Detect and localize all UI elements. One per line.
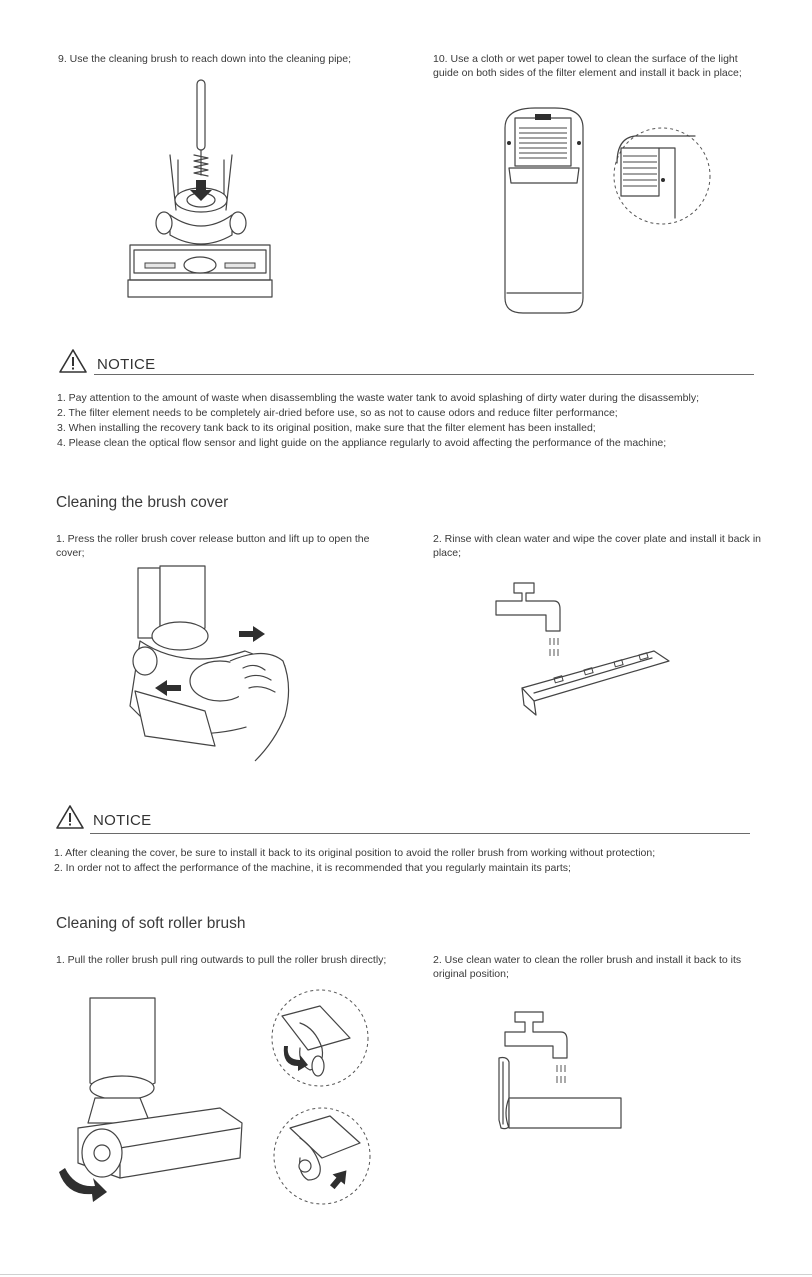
- notice-title: NOTICE: [97, 356, 156, 373]
- cleaning-pipe-illustration: [120, 75, 280, 305]
- soft-roller-step-2: 2. Use clean water to clean the roller brush and install it back to its original position;: [433, 954, 742, 980]
- warning-icon: [58, 348, 88, 374]
- rinse-cover-illustration: [494, 583, 674, 723]
- faucet-icon: [505, 1012, 567, 1058]
- step-9-text: 9. Use the cleaning brush to reach down into the cleaning pipe;: [58, 53, 352, 65]
- pull-roller-brush-illustration: [60, 998, 380, 1208]
- brush-cover-step-1: 1. Press the roller brush cover release button and lift up to open the cover;: [56, 533, 370, 559]
- notice-title: NOTICE: [93, 812, 152, 829]
- rinse-roller-illustration: [495, 1010, 630, 1135]
- notice-item: 1. Pay attention to the amount of waste when disassembling the waste water tank to avoid splashing of dirty water during the disassembly;: [57, 392, 700, 404]
- notice-item: 4. Please clean the optical flow sensor and light guide on the appliance regularly to avoid affecting the performance of the machine;: [57, 437, 667, 449]
- notice-item: 2. The filter element needs to be completely air-dried before use, so as not to cause odors and reduce filter performance;: [57, 407, 618, 419]
- page-bottom-rule: [0, 1274, 812, 1275]
- filter-element-illustration: [495, 108, 725, 323]
- section-title-brush-cover: Cleaning the brush cover: [56, 494, 229, 511]
- notice-item: 1. After cleaning the cover, be sure to install it back to its original position to avoid the roller brush from working without protection;: [54, 847, 656, 859]
- notice-list: [54, 846, 655, 876]
- notice-list: [57, 391, 699, 451]
- notice-divider: [94, 374, 754, 375]
- warning-icon: [55, 804, 85, 830]
- notice-divider: [90, 833, 750, 834]
- faucet-icon: [496, 583, 560, 631]
- brush-cover-step-2: 2. Rinse with clean water and wipe the cover plate and install it back in place;: [433, 533, 762, 559]
- section-title-soft-roller: Cleaning of soft roller brush: [56, 915, 246, 932]
- notice-item: 3. When installing the recovery tank back to its original position, make sure that the filter element has been installed;: [57, 422, 596, 434]
- step-10-text: 10. Use a cloth or wet paper towel to clean the surface of the light guide on both sides of the filter element and install it back in place;: [433, 53, 742, 79]
- brush-cover-release-illustration: [125, 566, 305, 766]
- notice-item: 2. In order not to affect the performance of the machine, it is recommended that you regularly maintain its parts;: [54, 862, 571, 874]
- soft-roller-step-1: 1. Pull the roller brush pull ring outwards to pull the roller brush directly;: [56, 954, 387, 966]
